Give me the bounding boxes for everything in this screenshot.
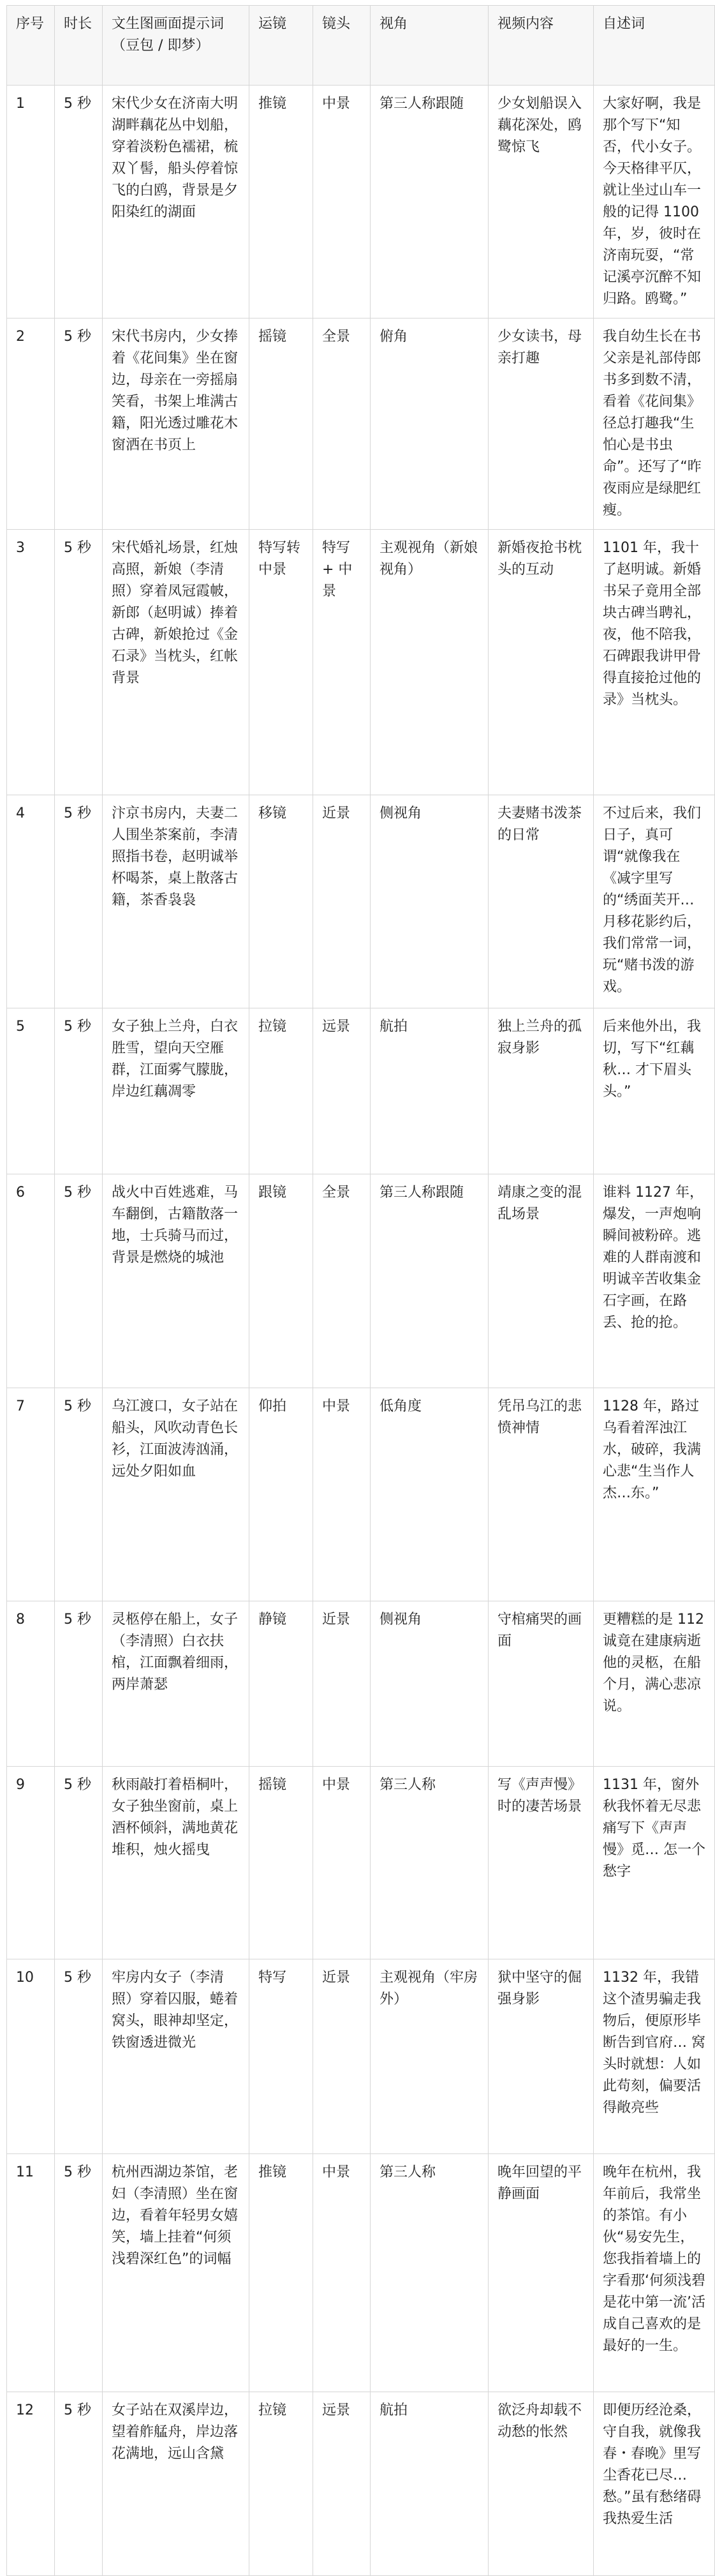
cell-video-content: 靖康之变的混乱场景 <box>489 1174 594 1388</box>
cell-shot: 近景 <box>313 1601 371 1767</box>
cell-shot: 中景 <box>313 2154 371 2392</box>
table-row <box>7 1959 715 2154</box>
cell-video-content: 独上兰舟的孤寂身影 <box>489 1008 594 1174</box>
cell-index: 7 <box>7 1388 55 1601</box>
cell-prompt: 女子站在双溪岸边，望着舴艋舟，岸边落花满地，远山含黛 <box>103 2392 249 2576</box>
table-row <box>7 530 715 795</box>
table-row <box>7 1767 715 1959</box>
cell-angle: 第三人称跟随 <box>371 1174 489 1388</box>
cell-angle: 侧视角 <box>371 795 489 1008</box>
cell-prompt: 牢房内女子（李清照）穿着囚服，蜷着窝头，眼神却坚定，铁窗透进微光 <box>103 1959 249 2154</box>
cell-video-content: 晚年回望的平静画面 <box>489 2154 594 2392</box>
cell-angle: 航拍 <box>371 1008 489 1174</box>
header-index: 序号 <box>7 6 55 86</box>
cell-prompt: 乌江渡口，女子站在船头，风吹动青色长衫，江面波涛汹涌，远处夕阳如血 <box>103 1388 249 1601</box>
cell-index: 9 <box>7 1767 55 1959</box>
cell-narration: 1128 年，路过乌看着浑浊江水，破碎，我满心悲“生当作人杰…东。” <box>594 1388 715 1601</box>
cell-shot: 特写 + 中景 <box>313 530 371 795</box>
cell-index: 11 <box>7 2154 55 2392</box>
cell-shot: 近景 <box>313 1959 371 2154</box>
cell-index: 12 <box>7 2392 55 2576</box>
cell-index: 6 <box>7 1174 55 1388</box>
cell-camera-move: 拉镜 <box>249 2392 313 2576</box>
cell-prompt: 战火中百姓逃难，马车翻倒，古籍散落一地，士兵骑马而过，背景是燃烧的城池 <box>103 1174 249 1388</box>
cell-prompt: 宋代婚礼场景，红烛高照，新娘（李清照）穿着凤冠霞帔，新郎（赵明诚）捧着古碑，新娘抢过《金石录》当枕头，红帐背景 <box>103 530 249 795</box>
cell-prompt: 汴京书房内，夫妻二人围坐茶案前，李清照指书卷，赵明诚举杯喝茶，桌上散落古籍，茶香袅袅 <box>103 795 249 1008</box>
cell-angle: 侧视角 <box>371 1601 489 1767</box>
cell-narration: 1131 年，窗外秋我怀着无尽悲痛写下《声声慢》觅… 怎一个愁字 <box>594 1767 715 1959</box>
cell-narration: 即便历经沧桑，守自我，就像我春・春晚》里写尘香花已尽… 愁。”虽有愁绪碍我热爱生活 <box>594 2392 715 2576</box>
cell-duration: 5 秒 <box>55 1008 103 1174</box>
cell-index: 3 <box>7 530 55 795</box>
cell-angle: 第三人称 <box>371 1767 489 1959</box>
header-duration: 时长 <box>55 6 103 86</box>
cell-narration: 我自幼生长在书父亲是礼部侍郎书多到数不清，看着《花间集》径总打趣我“生怕心是书虫命”。还写了“昨夜雨应是绿肥红瘦。 <box>594 318 715 530</box>
cell-camera-move: 摇镜 <box>249 1767 313 1959</box>
table-row <box>7 1008 715 1174</box>
cell-video-content: 欲泛舟却载不动愁的怅然 <box>489 2392 594 2576</box>
cell-shot: 远景 <box>313 2392 371 2576</box>
cell-narration: 不过后来，我们日子，真可谓“就像我在《减字里写的“绣面芙开… 月移花影约后，我们常常一词，玩“赌书泼的游戏。 <box>594 795 715 1008</box>
header-camera-move: 运镜 <box>249 6 313 86</box>
cell-prompt: 杭州西湖边茶馆，老妇（李清照）坐在窗边，看着年轻男女嬉笑，墙上挂着“何须浅碧深红色”的词幅 <box>103 2154 249 2392</box>
cell-camera-move: 推镜 <box>249 2154 313 2392</box>
header-angle: 视角 <box>371 6 489 86</box>
cell-angle: 第三人称 <box>371 2154 489 2392</box>
header-video-content: 视频内容 <box>489 6 594 86</box>
cell-duration: 5 秒 <box>55 86 103 318</box>
cell-angle: 低角度 <box>371 1388 489 1601</box>
cell-shot: 中景 <box>313 86 371 318</box>
cell-index: 1 <box>7 86 55 318</box>
cell-shot: 中景 <box>313 1767 371 1959</box>
table-row <box>7 318 715 530</box>
cell-prompt: 宋代少女在济南大明湖畔藕花丛中划船，穿着淡粉色襦裙，梳双丫髻，船头停着惊飞的白鸥，背景是夕阳染红的湖面 <box>103 86 249 318</box>
cell-duration: 5 秒 <box>55 1601 103 1767</box>
cell-camera-move: 静镜 <box>249 1601 313 1767</box>
cell-prompt: 女子独上兰舟，白衣胜雪，望向天空雁群，江面雾气朦胧，岸边红藕凋零 <box>103 1008 249 1174</box>
cell-narration: 后来他外出，我切，写下“红藕秋… 才下眉头头。” <box>594 1008 715 1174</box>
cell-narration: 1132 年，我错这个渣男骗走我物后，便原形毕断告到官府… 窝头时就想：人如此苟刻，偏要活得敞亮些 <box>594 1959 715 2154</box>
table-row <box>7 2154 715 2392</box>
cell-duration: 5 秒 <box>55 530 103 795</box>
cell-video-content: 少女读书，母亲打趣 <box>489 318 594 530</box>
cell-narration: 晚年在杭州，我年前后，我常坐的茶馆。有小伙“易安先生，您我指着墙上的字看那‘何须浅碧是花中第一流’活成自己喜欢的是最好的一生。 <box>594 2154 715 2392</box>
storyboard-table <box>6 5 715 2576</box>
cell-angle: 俯角 <box>371 318 489 530</box>
cell-camera-move: 拉镜 <box>249 1008 313 1174</box>
cell-shot: 全景 <box>313 1174 371 1388</box>
cell-duration: 5 秒 <box>55 795 103 1008</box>
table-row <box>7 1601 715 1767</box>
cell-video-content: 守棺痛哭的画面 <box>489 1601 594 1767</box>
cell-duration: 5 秒 <box>55 2154 103 2392</box>
header-prompt: 文生图画面提示词（豆包 / 即梦） <box>103 6 249 86</box>
cell-video-content: 写《声声慢》时的凄苦场景 <box>489 1767 594 1959</box>
cell-index: 2 <box>7 318 55 530</box>
cell-prompt: 秋雨敲打着梧桐叶，女子独坐窗前，桌上酒杯倾斜，满地黄花堆积，烛火摇曳 <box>103 1767 249 1959</box>
cell-prompt: 灵柩停在船上，女子（李清照）白衣扶棺，江面飘着细雨，两岸萧瑟 <box>103 1601 249 1767</box>
cell-duration: 5 秒 <box>55 1959 103 2154</box>
cell-narration: 大家好啊，我是那个写下“知否，代小女子。今天格律平仄，就让坐过山车一般的记得 1100 年，岁，彼时在济南玩耍，“常记溪亭沉醉不知归路。鸥鹭。” <box>594 86 715 318</box>
cell-video-content: 狱中坚守的倔强身影 <box>489 1959 594 2154</box>
cell-duration: 5 秒 <box>55 1767 103 1959</box>
cell-camera-move: 仰拍 <box>249 1388 313 1601</box>
cell-index: 4 <box>7 795 55 1008</box>
cell-angle: 主观视角（新娘视角） <box>371 530 489 795</box>
cell-camera-move: 移镜 <box>249 795 313 1008</box>
cell-duration: 5 秒 <box>55 318 103 530</box>
cell-duration: 5 秒 <box>55 1388 103 1601</box>
cell-video-content: 凭吊乌江的悲愤神情 <box>489 1388 594 1601</box>
cell-prompt: 宋代书房内，少女捧着《花间集》坐在窗边，母亲在一旁摇扇笑看，书架上堆满古籍，阳光透过雕花木窗洒在书页上 <box>103 318 249 530</box>
table-row <box>7 2392 715 2576</box>
cell-video-content: 新婚夜抢书枕头的互动 <box>489 530 594 795</box>
table-header-row <box>7 6 715 86</box>
cell-index: 5 <box>7 1008 55 1174</box>
cell-index: 10 <box>7 1959 55 2154</box>
cell-narration: 谁料 1127 年，爆发，一声炮响瞬间被粉碎。逃难的人群南渡和明诚辛苦收集金石字画，在路丢、抢的抢。 <box>594 1174 715 1388</box>
cell-duration: 5 秒 <box>55 2392 103 2576</box>
table-row <box>7 1388 715 1601</box>
cell-index: 8 <box>7 1601 55 1767</box>
header-narration: 自述词 <box>594 6 715 86</box>
cell-camera-move: 跟镜 <box>249 1174 313 1388</box>
cell-shot: 远景 <box>313 1008 371 1174</box>
cell-narration: 1101 年，我十了赵明诚。新婚书呆子竟用全部块古碑当聘礼，夜，他不陪我，石碑跟我讲甲骨得直接抢过他的录》当枕头。 <box>594 530 715 795</box>
cell-angle: 航拍 <box>371 2392 489 2576</box>
table-row <box>7 1174 715 1388</box>
cell-shot: 全景 <box>313 318 371 530</box>
header-shot: 镜头 <box>313 6 371 86</box>
cell-narration: 更糟糕的是 112诚竟在建康病逝他的灵柩，在船个月，满心悲凉说。 <box>594 1601 715 1767</box>
table-row <box>7 86 715 318</box>
cell-camera-move: 摇镜 <box>249 318 313 530</box>
cell-shot: 近景 <box>313 795 371 1008</box>
table-row <box>7 795 715 1008</box>
cell-video-content: 少女划船误入藕花深处，鸥鹭惊飞 <box>489 86 594 318</box>
cell-camera-move: 推镜 <box>249 86 313 318</box>
cell-camera-move: 特写转中景 <box>249 530 313 795</box>
cell-duration: 5 秒 <box>55 1174 103 1388</box>
cell-camera-move: 特写 <box>249 1959 313 2154</box>
cell-video-content: 夫妻赌书泼茶的日常 <box>489 795 594 1008</box>
cell-angle: 主观视角（牢房外） <box>371 1959 489 2154</box>
cell-shot: 中景 <box>313 1388 371 1601</box>
cell-angle: 第三人称跟随 <box>371 86 489 318</box>
